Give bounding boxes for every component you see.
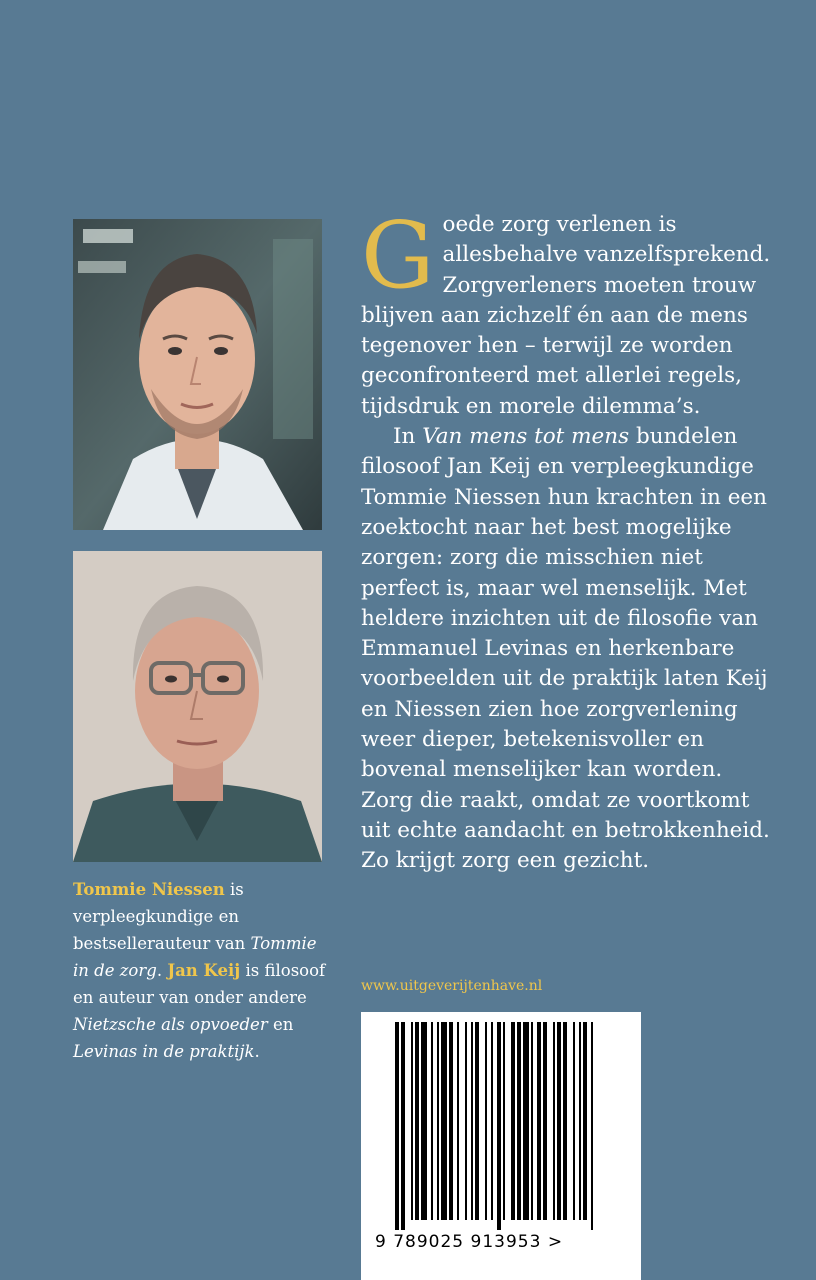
back-cover-blurb bbox=[361, 202, 781, 877]
isbn-number: 9 789025 913953 > bbox=[375, 1232, 564, 1252]
bio-text-3: is filosoof en auteur van onder andere bbox=[73, 961, 326, 1007]
bio-text-4: en bbox=[267, 1015, 294, 1034]
blurb-paragraph-1 bbox=[361, 202, 781, 422]
drop-cap-letter: G bbox=[361, 202, 435, 309]
bio-book-2: Nietzsche als opvoeder bbox=[73, 1015, 268, 1034]
book-title: Van mens tot mens bbox=[422, 424, 630, 450]
bio-book-1: Tommie in de zorg bbox=[73, 934, 317, 980]
author-photo-tommie-niessen bbox=[73, 219, 322, 530]
bio-book-3: Levinas in de praktijk bbox=[73, 1042, 255, 1061]
author-photo-jan-keij bbox=[73, 551, 322, 862]
publisher-url[interactable]: www.uitgeverijtenhave.nl bbox=[361, 978, 543, 994]
author-name-jan: Jan Keij bbox=[167, 961, 241, 980]
blurb-p2-lead: In bbox=[393, 424, 423, 450]
blurb-paragraph-2 bbox=[361, 422, 781, 876]
author-bio bbox=[73, 876, 335, 1065]
isbn-barcode bbox=[361, 1012, 641, 1280]
bio-text-1: is verpleegkundige en bestsellerauteur van bbox=[73, 880, 251, 953]
bio-text-5: . bbox=[254, 1042, 260, 1061]
author-name-tommie: Tommie Niessen bbox=[73, 880, 225, 899]
blurb-paragraph-1-text: oede zorg verlenen is allesbehalve vanzelfsprekend. Zorgverleners moeten trouw blijven aan zichzelf én aan de mens tegenover hen – terwijl ze worden geconfronteerd met allerlei regels, tijdsdruk en morele dilemma’s. bbox=[361, 212, 771, 419]
bio-text-2: . bbox=[156, 961, 168, 980]
author-bio-text bbox=[73, 876, 335, 1065]
blurb-p2-body: bundelen filosoof Jan Keij en verpleegkundige Tommie Niessen hun krachten in een zoektocht naar het best mogelijke zorgen: zorg die misschien niet perfect is, maar wel menselijk. Met heldere inzichten uit de filosofie van Emmanuel Levinas en herkenbare voorbeelden uit de praktijk laten Keij en Niessen zien hoe zorgverlening weer dieper, betekenisvoller en bovenal menselijker kan worden. Zorg die raakt, omdat ze voortkomt uit echte aandacht en betrokkenheid. Zo krijgt zorg een gezicht. bbox=[361, 424, 770, 874]
